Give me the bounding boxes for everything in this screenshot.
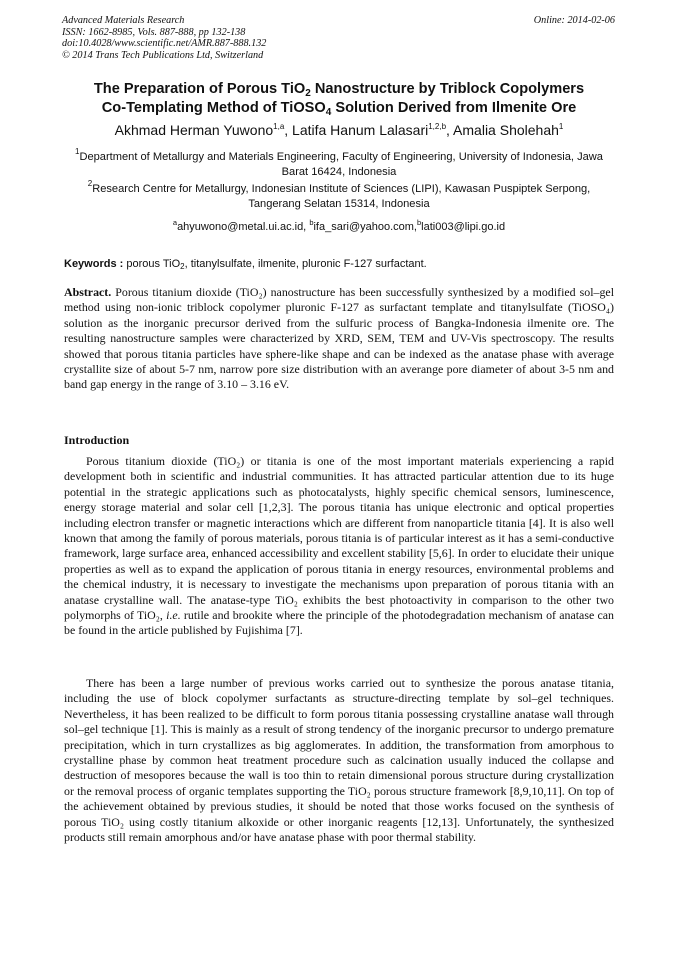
- section-heading-introduction: Introduction: [64, 433, 130, 447]
- affiliation-2: $^2$Research Centre for Metallurgy, Indonesian Institute of Sciences (LIPI), Kawasan Puspiptek Serpong, Tangerang Selatan 15314, Indonesia: [87, 179, 591, 210]
- author-3: Amalia Sholehah: [453, 122, 559, 138]
- issn-line: ISSN: 1662-8985, Vols. 887-888, pp 132-138: [62, 26, 246, 38]
- author-emails: $^a$ahyuwono@metal.ui.ac.id, $^b$ifa_sari@yahoo.com,$^b$lati003@lipi.go.id: [172, 218, 506, 233]
- copyright-line: © 2014 Trans Tech Publications Ltd, Switzerland: [62, 49, 264, 61]
- paper-title: [40, 80, 638, 118]
- doi-line: doi:10.4028/www.scientific.net/AMR.887-888.132: [62, 38, 267, 50]
- online-date: Online: 2014-02-06: [533, 15, 615, 26]
- journal-header: [62, 15, 266, 61]
- abstract-label: Abstract.: [64, 285, 112, 299]
- title-line-2: Co-Templating Method of TiOSO$_4$ Solution Derived from Ilmenite Ore: [101, 100, 577, 118]
- keywords: Keywords : porous TiO$_2$, titanylsulfate, ilmenite, pluronic F-127 surfactant.: [64, 258, 427, 271]
- intro-paragraph-1: Porous titanium dioxide (TiO₂) or titania is one of the most important materials experiencing a rapid development both in scientific and industrial communities. It has attracted particular attention due to its huge potential in the strategic applications such as photocatalysts, highly specific chemical sensors, luminescence, energy storage material and solar cell [1,2,3]. The porous titania has unique electronic and optical properties including electron transfer or magnetic interactions which are different from nanoparticle titania [4]. It is also well known that among the family of porous materials, porous titania is of particular interest as it has a semi-conductive framework, large surface area, enhanced accessibility and excellent stability [5,6]. In order to elucidate their unique properties as well as to expand the application of porous titania in energy resources, environmental problems and the chemical industry, it is necessary to investigate the mechanisms upon preparation of porous titania with an anatase crystalline wall. The anatase-type TiO₂ exhibits the best photoactivity in comparison to the other two polymorphs of TiO₂, i.e. rutile and brookite where the principle of the photodegradation mechanism of anatase can be found in the article published by Fujishima [7].: [64, 454, 614, 638]
- abstract: [64, 285, 614, 393]
- author-1: Akhmad Herman Yuwono: [114, 122, 274, 138]
- journal-name: Advanced Materials Research: [62, 15, 185, 26]
- keywords-label: Keywords :: [64, 258, 127, 270]
- author-2: Latifa Hanum Lalasari: [292, 122, 429, 138]
- intro-paragraph-2: There has been a large number of previous works carried out to synthesize the porous anatase titania, including the use of block copolymer surfactants as structure-directing template by sol–gel techniques. Nevertheless, it has been realized to be difficult to form porous titania possessing crystalline anatase wall through sol–gel technique [1]. This is mainly as a result of strong tendency of the inorganic precursor to undergo premature precipitation, which in turn crystallizes as big agglomerates. In addition, the transformation from amorphous to crystalline phase by common heat treatment procedure such as calcination usually induced the collapse and destruction of mesopores because the wall is too thin to retain dimensional porous structure during crystallization or the removal process of organic templates supporting the TiO₂ porous structure framework [8,9,10,11]. On top of the achievement obtained by previous studies, it should be noted that those works focused on the synthesis of porous TiO₂ using costly titanium alkoxide or other inorganic reagents [12,13]. Unfortunately, the synthesized products still remain amorphous and/or have anatase phase with poor thermal stability.: [64, 676, 614, 845]
- title-line-1: The Preparation of Porous TiO$_2$ Nanostructure by Triblock Copolymers: [93, 81, 585, 99]
- abstract-text: Porous titanium dioxide (TiO₂) nanostructure has been successfully synthesized by a modified sol–gel method using non-ionic triblock copolymer pluronic F-127 as surfactant template and titanylsulfate (TiOSO₄) solution as the inorganic precursor derived from the sulfuric process of Bangka-Indonesia ilmenite ore. The resulting nanostructure samples were characterized by XRD, SEM, TEM and UV-Vis spectroscopy. The results showed that porous titania particles have sphere-like shape and can be indexed as the anatase phase with average crystallite size of about 5-7 nm, narrow pore size distribution with an averange pore diameter of about 3-5 nm and band gap energy in the range of 3.10 – 3.16 eV.: [64, 285, 614, 392]
- affiliation-1: $^1$Department of Metallurgy and Materials Engineering, Faculty of Engineering, University of Indonesia, Jawa Barat 16424, Indonesia: [75, 147, 603, 178]
- author-list: Akhmad Herman Yuwono$^{1,a}$, Latifa Hanum Lalasari$^{1,2,b}$, Amalia Sholehah$^1$: [114, 122, 564, 138]
